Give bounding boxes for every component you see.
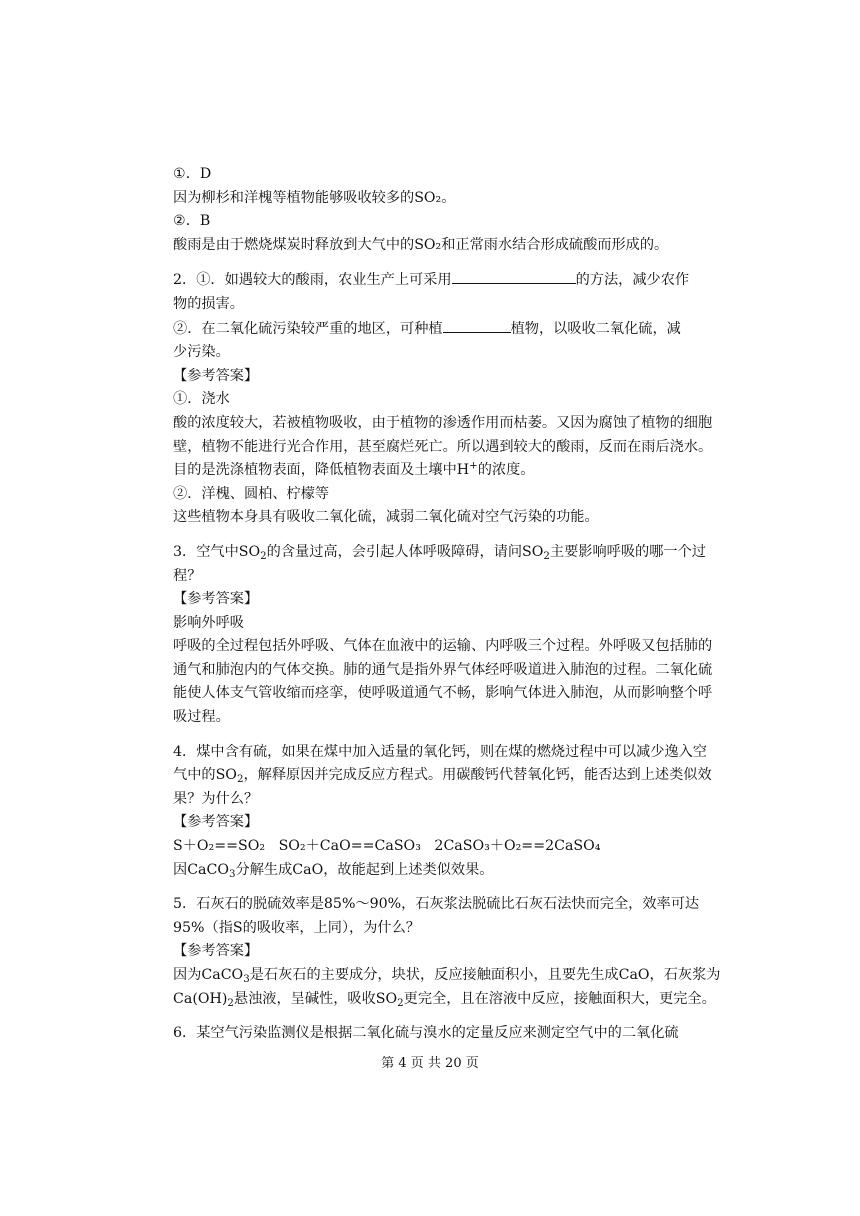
q1-explanation-1: 因为柳杉和洋槐等植物能够吸收较多的SO₂。 <box>173 189 456 206</box>
q4-text: 4．煤中含有硫，如果在煤中加入适量的氧化钙，则在煤的燃烧过程中可以减少逸入空气中的$SO_2$，解释原因并完成反应方程式。用碳酸钙代替氧化钙，能否达到上述类似效果？为什么？ <box>173 743 712 807</box>
question-6 <box>173 1022 721 1046</box>
question-5 <box>173 893 721 1011</box>
q2-line1-a: 2．①．如遇较大的酸雨，农业生产上可采用 <box>173 272 452 289</box>
q1-explanation-2: 酸雨是由于燃烧煤炭时释放到大气中的SO₂和正常雨水结合形成硫酸而形成的。 <box>173 236 669 253</box>
q4-eq1: S＋O₂==SO₂ <box>173 838 266 855</box>
q3-explanation: 呼吸的全过程包括外呼吸、气体在血液中的运输、内呼吸三个过程。外呼吸又包括肺的通气和肺泡内的气体交换。肺的通气是指外界气体经呼吸道进入肺泡的过程。二氧化硫能使人体支气管收缩而痉挛，使呼吸道通气不畅，影响气体进入肺泡，从而影响整个呼吸过程。 <box>173 638 713 726</box>
q2-answer-1: ①．浇水 <box>173 391 230 408</box>
q6-text: 6．某空气污染监测仪是根据二氧化硫与溴水的定量反应来测定空气中的二氧化硫 <box>173 1025 679 1042</box>
q2-line1-b: 的方法，减少农作 <box>575 272 690 289</box>
q2-ref-heading: 【参考答案】 <box>173 367 259 384</box>
q5-text: 5．石灰石的脱硫效率是85%～90%，石灰浆法脱硫比石灰石法快而完全，效率可达95%（指S的吸收率，上同），为什么？ <box>173 896 700 936</box>
question-2 <box>173 268 721 530</box>
page-footer: 第 4 页 共 20 页 <box>381 1056 479 1071</box>
q2-blank-2[interactable] <box>443 317 511 333</box>
q4-eq2: SO₂＋CaO==CaSO₃ <box>278 838 421 855</box>
q5-explanation: 因为CaCO$_3$是石灰石的主要成分，块状，反应接触面积小，且要先生成CaO，石灰浆为$Ca(OH)_2$悬浊液，呈碱性，吸收$SO_2$更完全，且在溶液中反应，接触面积大，更完全。 <box>173 967 721 1009</box>
q2-line4: 少污染。 <box>173 344 230 361</box>
q2-blank-1[interactable] <box>452 268 576 284</box>
q2-answer-2: ②．洋槐、圆柏、柠檬等 <box>173 485 330 502</box>
q3-text: 3．空气中$SO_2$的含量过高，会引起人体呼吸障碍，请问$SO_2$主要影响呼吸的哪一个过程？ <box>173 543 706 584</box>
question-4 <box>173 741 721 883</box>
q5-ref-heading: 【参考答案】 <box>173 943 259 960</box>
q2-explanation-1: 酸的浓度较大，若被植物吸收，由于植物的渗透作用而枯萎。又因为腐蚀了植物的细胞壁，植物不能进行光合作用，甚至腐烂死亡。所以遇到较大的酸雨，反而在雨后浇水。目的是洗涤植物表面，降低植物表面及土壤中H+的浓度。 <box>173 414 713 479</box>
q4-eq3: 2CaSO₃＋O₂==2CaSO₄ <box>434 838 601 855</box>
q1-answer-1: ①．D <box>173 166 212 182</box>
q2-explanation-2: 这些植物本身具有吸收二氧化硫，减弱二氧化硫对空气污染的功能。 <box>173 509 599 526</box>
q2-line2: 物的损害。 <box>173 295 244 312</box>
q2-line3-b: 植物，以吸收二氧化硫，减 <box>510 320 681 337</box>
page-content <box>173 163 721 1046</box>
q3-answer: 影响外呼吸 <box>173 614 244 631</box>
q1-answer-2: ②．B <box>173 213 211 230</box>
q2-line3-a: ②．在二氧化硫污染较严重的地区，可种植 <box>173 320 443 337</box>
q3-ref-heading: 【参考答案】 <box>173 591 259 608</box>
q4-explanation: 因CaCO$_3$分解生成CaO，故能起到上述类似效果。 <box>173 861 494 880</box>
question-3 <box>173 541 721 730</box>
q4-ref-heading: 【参考答案】 <box>173 814 259 831</box>
q4-equations <box>173 835 721 859</box>
